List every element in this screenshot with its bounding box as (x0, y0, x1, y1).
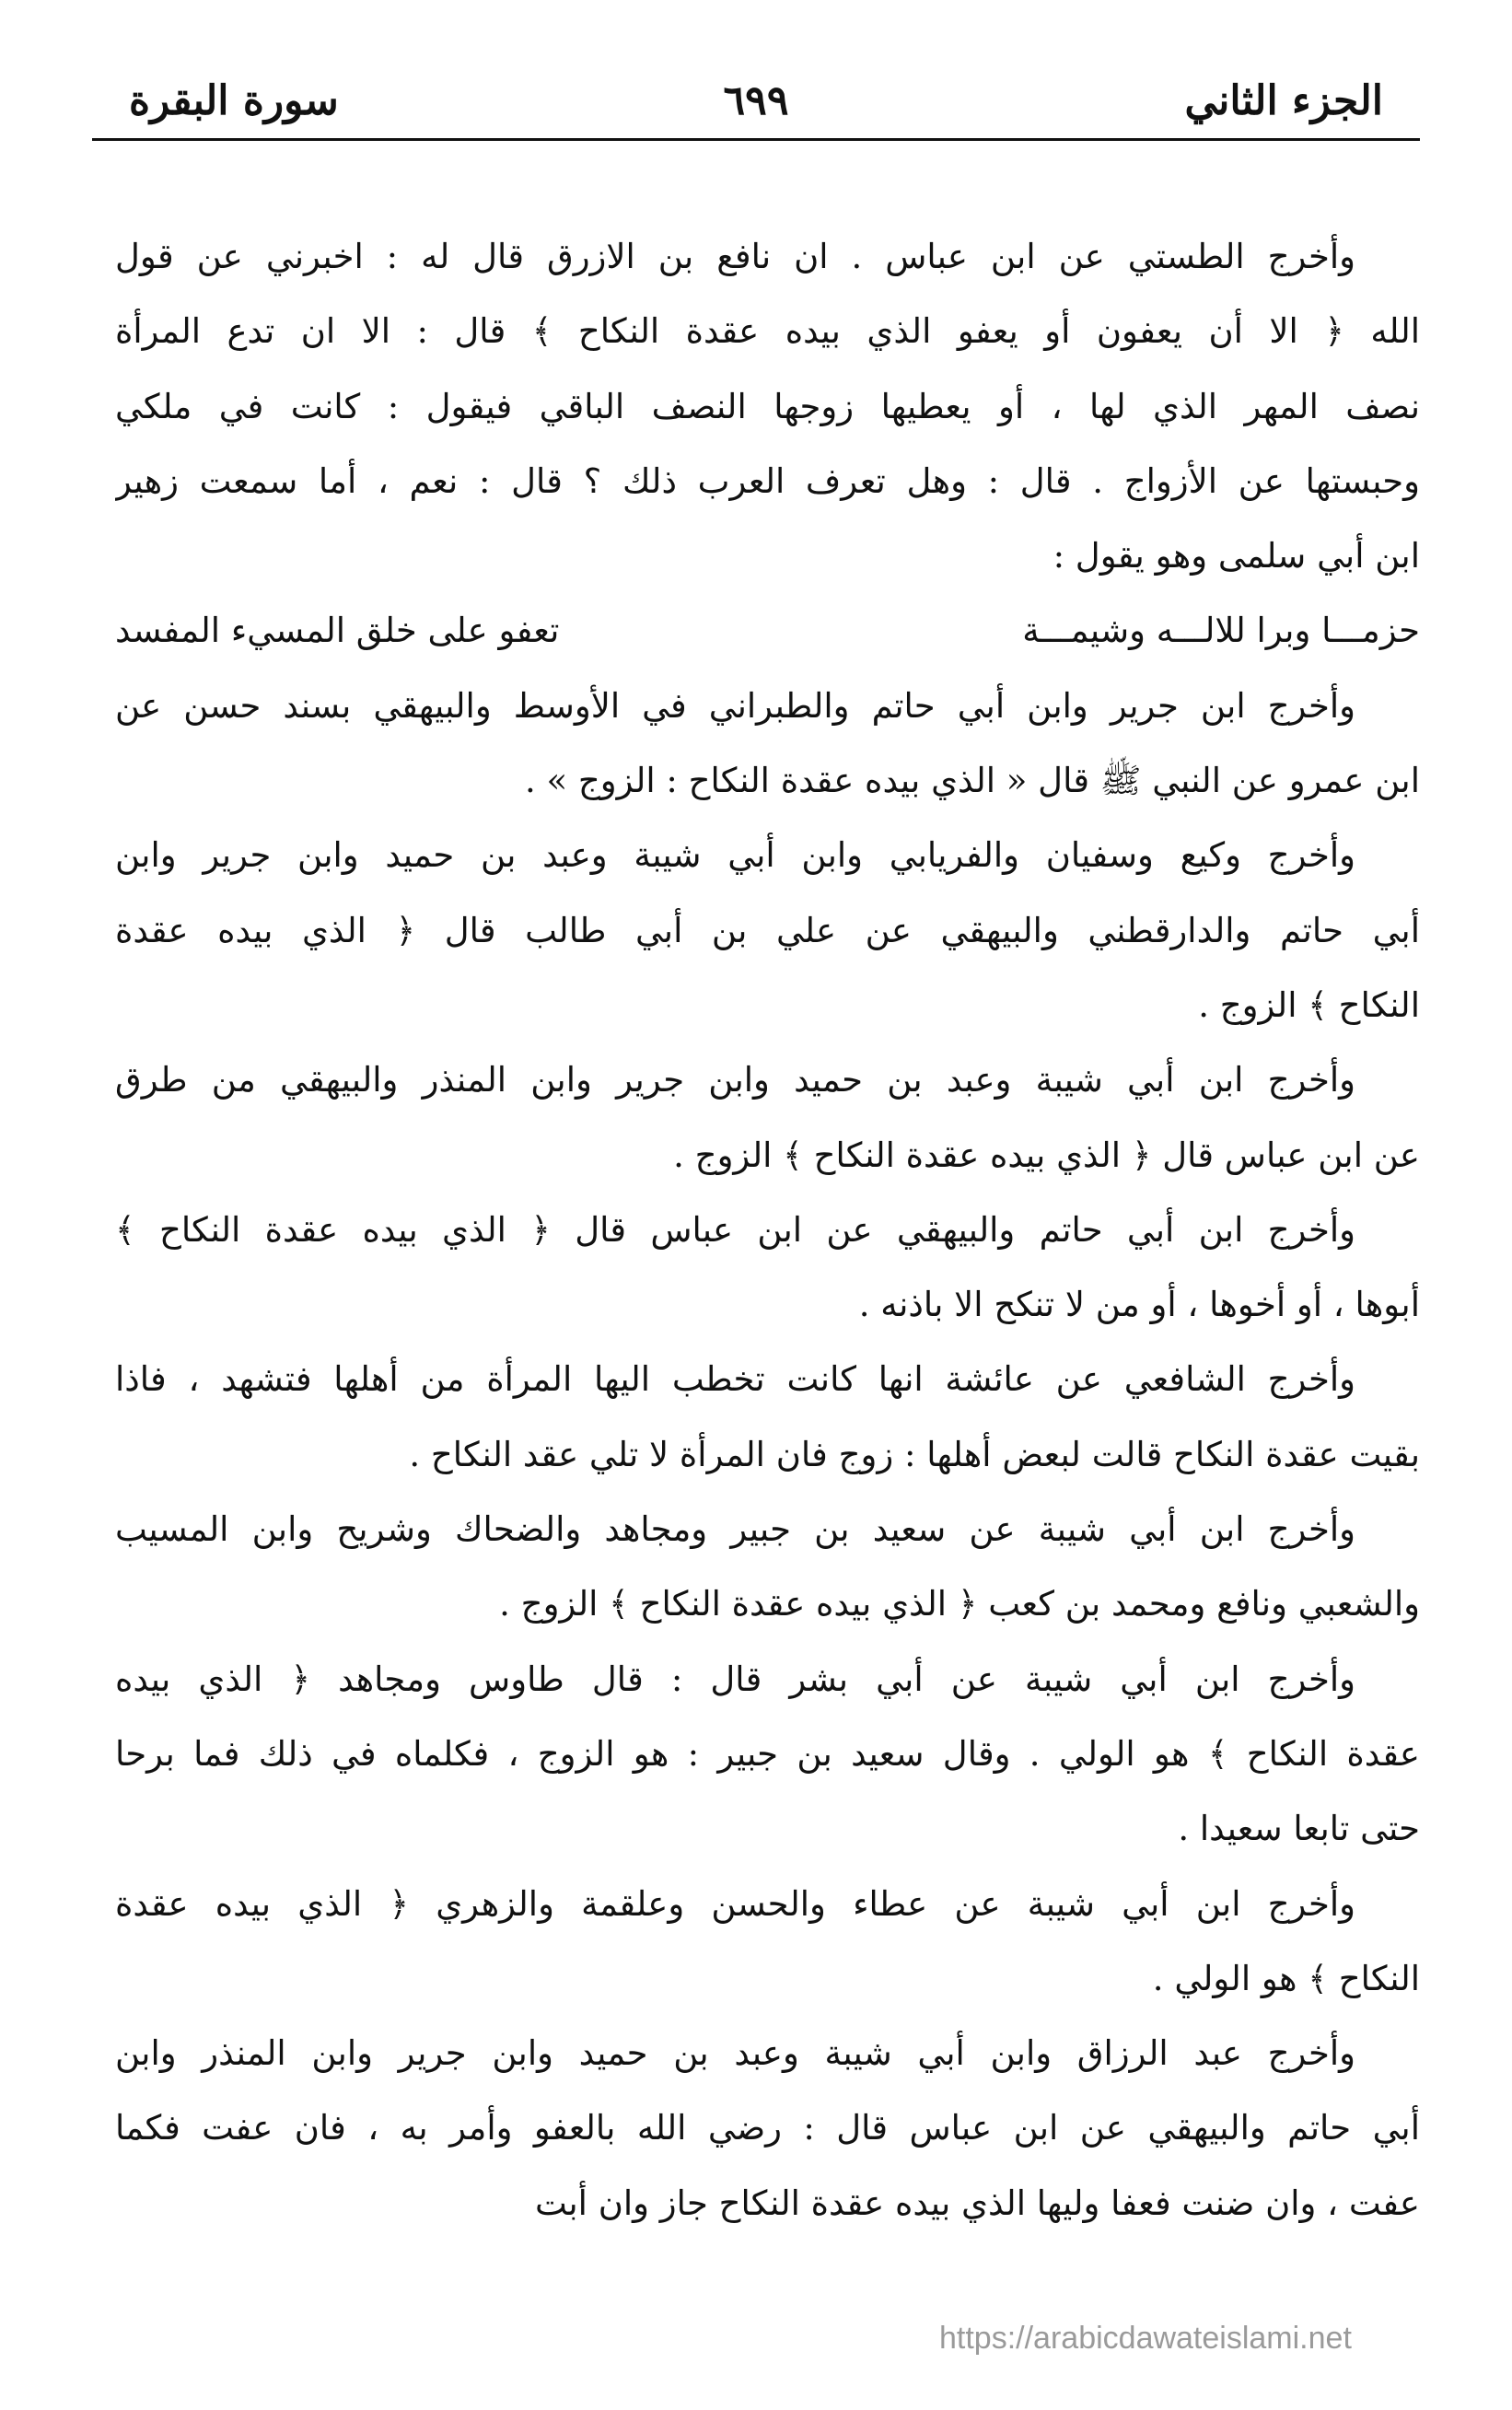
text-line: النكاح ﴾ هو الولي . (1152, 1958, 1420, 1998)
text-line: وأخرج عبد الرزاق وابن أبي شيبة وعبد بن حميد وابن جرير وابن المنذر وابن (115, 2033, 1355, 2074)
text-line: أبي حاتم والدارقطني والبيهقي عن علي بن أبي طالب قال ﴿ الذي بيده عقدة (115, 910, 1420, 950)
text-line: أبي حاتم والبيهقي عن ابن عباس قال : رضي الله بالعفو وأمر به ، فان عفت فكما (115, 2108, 1420, 2148)
watermark-url: https://arabicdawateislami.net (939, 2321, 1352, 2356)
text-line: ابن عمرو عن النبي ﷺ قال « الذي بيده عقدة النكاح : الزوج » . (525, 761, 1420, 801)
poetry-verse (115, 593, 1420, 668)
page-number: ٦٩٩ (723, 77, 789, 124)
page-header (92, 64, 1420, 147)
text-line: أبوها ، أو أخوها ، أو من لا تنكح الا باذنه . (858, 1285, 1420, 1325)
text-line: حتى تابعا سعيدا . (1178, 1809, 1420, 1849)
body-text (115, 219, 1420, 2241)
text-line: بقيت عقدة النكاح قالت لبعض أهلها : زوج فان المرأة لا تلي عقد النكاح . (409, 1434, 1420, 1474)
text-line: وأخرج ابن أبي شيبة عن أبي بشر قال : قال طاوس ومجاهد ﴿ الذي بيده (115, 1659, 1355, 1699)
text-line: وأخرج وكيع وسفيان والفريابي وابن أبي شيبة وعبد بن حميد وابن جرير وابن (115, 835, 1355, 876)
verse-hemistich-2: تعفو على خلق المسيء المفسد (115, 611, 560, 651)
text-line: وأخرج ابن أبي شيبة عن عطاء والحسن وعلقمة والزهري ﴿ الذي بيده عقدة (115, 1883, 1355, 1924)
text-line: وأخرج الشافعي عن عائشة انها كانت تخطب اليها المرأة من أهلها فتشهد ، فاذا (115, 1359, 1355, 1400)
text-line: عن ابن عباس قال ﴿ الذي بيده عقدة النكاح ﴾ الزوج . (673, 1135, 1420, 1175)
text-line: الله ﴿ الا أن يعفون أو يعفو الذي بيده عقدة النكاح ﴾ قال : الا ان تدع المرأة (115, 311, 1420, 352)
text-line: ابن أبي سلمى وهو يقول : (1053, 536, 1420, 576)
text-line: والشعبي ونافع ومحمد بن كعب ﴿ الذي بيده عقدة النكاح ﴾ الزوج . (499, 1584, 1420, 1624)
text-line: نصف المهر الذي لها ، أو يعطيها زوجها النصف الباقي فيقول : كانت في ملكي (115, 386, 1420, 426)
text-line: عقدة النكاح ﴾ هو الولي . وقال سعيد بن جبير : هو الزوج ، فكلماه في ذلك فما برحا (115, 1733, 1420, 1774)
verse-hemistich-1: حزمـــا وبرا للالـــه وشيمـــة (1022, 611, 1420, 651)
text-line: وأخرج ابن جرير وابن أبي حاتم والطبراني في الأوسط والبيهقي بسند حسن عن (115, 685, 1355, 726)
text-line: وحبستها عن الأزواج . قال : وهل تعرف العرب ذلك ؟ قال : نعم ، أما سمعت زهير (115, 460, 1420, 501)
text-line: النكاح ﴾ الزوج . (1198, 984, 1420, 1025)
text-line: وأخرج ابن أبي شيبة عن سعيد بن جبير ومجاهد والضحاك وشريح وابن المسيب (115, 1509, 1355, 1550)
header-rule (92, 138, 1420, 141)
text-line: عفت ، وان ضنت فعفا وليها الذي بيده عقدة النكاح جاز وان أبت (535, 2183, 1420, 2223)
text-line: وأخرج الطستي عن ابن عباس . ان نافع بن الازرق قال له : اخبرني عن قول (115, 237, 1355, 276)
part-title: الجزء الثاني (1184, 77, 1383, 124)
text-line: وأخرج ابن أبي شيبة وعبد بن حميد وابن جرير وابن المنذر والبيهقي من طرق (115, 1060, 1355, 1100)
text-line: وأخرج ابن أبي حاتم والبيهقي عن ابن عباس قال ﴿ الذي بيده عقدة النكاح ﴾ (115, 1209, 1355, 1250)
surah-title: سورة البقرة (129, 77, 339, 124)
